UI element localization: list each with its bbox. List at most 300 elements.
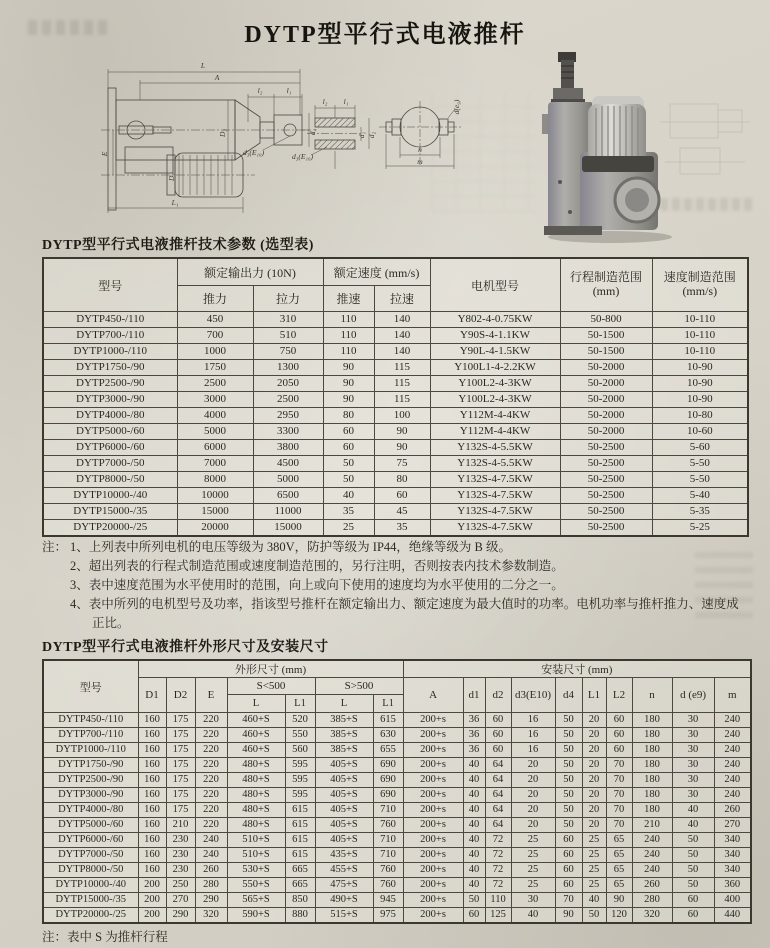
- value-cell: 100: [374, 408, 430, 424]
- value-cell: 70: [555, 893, 582, 908]
- table-row: [43, 818, 751, 833]
- note-item-2: 2、超出列表的行程式制造范围或速度制造范围的，另行注明，否则按表内技术参数制造。: [70, 559, 564, 573]
- value-cell: 25: [511, 863, 555, 878]
- value-cell: 10-110: [652, 312, 748, 328]
- value-cell: 50: [672, 833, 714, 848]
- value-cell: 90: [323, 360, 374, 376]
- value-cell: 10-80: [652, 408, 748, 424]
- value-cell: 72: [485, 833, 511, 848]
- dim-label-l1: l₁: [286, 86, 292, 95]
- model-cell: DYTP7000-/50: [43, 456, 177, 472]
- table-row: [43, 878, 751, 893]
- value-cell: 25: [582, 833, 606, 848]
- value-cell: 20: [582, 788, 606, 803]
- value-cell: 30: [672, 728, 714, 743]
- value-cell: 90: [323, 392, 374, 408]
- value-cell: 220: [195, 728, 227, 743]
- table-row: [43, 360, 748, 376]
- value-cell: 220: [195, 713, 227, 728]
- value-cell: 40: [323, 488, 374, 504]
- dimensions-table: [42, 659, 752, 924]
- value-cell: 260: [632, 878, 672, 893]
- t2-header-s-lt-500: S<500: [227, 678, 315, 695]
- value-cell: 2950: [253, 408, 323, 424]
- value-cell: 615: [373, 713, 403, 728]
- value-cell: 175: [166, 803, 195, 818]
- value-cell: 320: [195, 908, 227, 924]
- value-cell: 5-25: [652, 520, 748, 537]
- t2-header-d2: d2: [485, 678, 511, 713]
- t2-header-s-gt-500: S>500: [315, 678, 403, 695]
- value-cell: 50: [555, 788, 582, 803]
- value-cell: 200+s: [403, 728, 463, 743]
- model-cell: DYTP1000-/110: [43, 344, 177, 360]
- value-cell: Y112M-4-4KW: [430, 424, 560, 440]
- value-cell: 60: [463, 908, 485, 924]
- dim-label-l1: l₁: [343, 97, 349, 106]
- table-row: [43, 908, 751, 924]
- value-cell: 200+s: [403, 848, 463, 863]
- value-cell: Y90L-4-1.5KW: [430, 344, 560, 360]
- product-photo: [540, 52, 755, 250]
- model-cell: DYTP450-/110: [43, 312, 177, 328]
- value-cell: 480+S: [227, 788, 285, 803]
- value-cell: 240: [714, 788, 751, 803]
- technical-drawing: [95, 55, 470, 235]
- model-cell: DYTP1000-/110: [43, 743, 138, 758]
- value-cell: 45: [374, 504, 430, 520]
- value-cell: 40: [582, 893, 606, 908]
- value-cell: 665: [285, 863, 315, 878]
- value-cell: 25: [582, 878, 606, 893]
- value-cell: 90: [555, 908, 582, 924]
- value-cell: 60: [555, 848, 582, 863]
- value-cell: 230: [166, 833, 195, 848]
- model-cell: DYTP5000-/60: [43, 818, 138, 833]
- table-row: [43, 893, 751, 908]
- table-row: [43, 848, 751, 863]
- value-cell: 220: [195, 803, 227, 818]
- value-cell: 90: [606, 893, 632, 908]
- value-cell: 480+S: [227, 818, 285, 833]
- value-cell: 40: [463, 803, 485, 818]
- model-cell: DYTP3000-/90: [43, 392, 177, 408]
- value-cell: 200+s: [403, 833, 463, 848]
- value-cell: 975: [373, 908, 403, 924]
- value-cell: 50: [323, 456, 374, 472]
- model-cell: DYTP1750-/90: [43, 360, 177, 376]
- t2-header-d3E10: d3(E10): [511, 678, 555, 713]
- value-cell: 50-2500: [560, 456, 652, 472]
- value-cell: 50-2000: [560, 392, 652, 408]
- value-cell: 15000: [177, 504, 253, 520]
- table-row: [43, 833, 751, 848]
- value-cell: 64: [485, 803, 511, 818]
- section1-heading: DYTP型平行式电液推杆技术参数 (选型表): [42, 238, 314, 253]
- value-cell: 615: [285, 803, 315, 818]
- table-row: [43, 392, 748, 408]
- model-cell: DYTP4000-/80: [43, 408, 177, 424]
- value-cell: 340: [714, 833, 751, 848]
- value-cell: 5-40: [652, 488, 748, 504]
- value-cell: 160: [138, 863, 166, 878]
- value-cell: 405+S: [315, 833, 373, 848]
- value-cell: 595: [285, 758, 315, 773]
- value-cell: 50: [555, 728, 582, 743]
- value-cell: 50-1500: [560, 344, 652, 360]
- t2-header-L1-lt: L1: [285, 695, 315, 713]
- value-cell: 60: [606, 728, 632, 743]
- value-cell: 220: [195, 788, 227, 803]
- value-cell: 200: [138, 878, 166, 893]
- value-cell: 70: [606, 773, 632, 788]
- value-cell: 200+s: [403, 788, 463, 803]
- value-cell: 175: [166, 743, 195, 758]
- value-cell: 220: [195, 773, 227, 788]
- value-cell: 5-60: [652, 440, 748, 456]
- value-cell: 550+S: [227, 878, 285, 893]
- value-cell: Y132S-4-7.5KW: [430, 504, 560, 520]
- value-cell: 30: [672, 743, 714, 758]
- value-cell: 200: [138, 908, 166, 924]
- model-cell: DYTP10000-/40: [43, 878, 138, 893]
- t1-header-push-force: 推力: [177, 286, 253, 312]
- value-cell: 595: [285, 788, 315, 803]
- value-cell: 80: [323, 408, 374, 424]
- value-cell: 5-50: [652, 456, 748, 472]
- value-cell: 64: [485, 788, 511, 803]
- value-cell: 20: [582, 758, 606, 773]
- value-cell: 180: [632, 713, 672, 728]
- t2-header-L-gt: L: [315, 695, 373, 713]
- value-cell: 70: [606, 818, 632, 833]
- value-cell: 90: [323, 376, 374, 392]
- t2-header-D1: D1: [138, 678, 166, 713]
- value-cell: 6000: [177, 440, 253, 456]
- dim-label-D1: D₁: [167, 172, 176, 182]
- value-cell: 115: [374, 376, 430, 392]
- model-cell: DYTP1750-/90: [43, 758, 138, 773]
- value-cell: 40: [511, 908, 555, 924]
- value-cell: 35: [374, 520, 430, 537]
- value-cell: Y132S-4-7.5KW: [430, 472, 560, 488]
- value-cell: 1000: [177, 344, 253, 360]
- value-cell: 405+S: [315, 788, 373, 803]
- table-row: [43, 713, 751, 728]
- value-cell: 50-2500: [560, 440, 652, 456]
- value-cell: 200+s: [403, 713, 463, 728]
- value-cell: 50-2000: [560, 376, 652, 392]
- value-cell: 2500: [253, 392, 323, 408]
- value-cell: 230: [166, 863, 195, 878]
- value-cell: 30: [511, 893, 555, 908]
- value-cell: 750: [253, 344, 323, 360]
- value-cell: 72: [485, 848, 511, 863]
- value-cell: 615: [285, 818, 315, 833]
- value-cell: 490+S: [315, 893, 373, 908]
- value-cell: 64: [485, 758, 511, 773]
- value-cell: 520: [285, 713, 315, 728]
- value-cell: 30: [672, 773, 714, 788]
- value-cell: 1300: [253, 360, 323, 376]
- t1-header-speed-range: [652, 258, 748, 312]
- value-cell: 7000: [177, 456, 253, 472]
- value-cell: 160: [138, 773, 166, 788]
- value-cell: 60: [555, 833, 582, 848]
- value-cell: 65: [606, 878, 632, 893]
- value-cell: 11000: [253, 504, 323, 520]
- value-cell: 710: [373, 848, 403, 863]
- model-cell: DYTP450-/110: [43, 713, 138, 728]
- model-cell: DYTP20000-/25: [43, 908, 138, 924]
- table-row: [43, 758, 751, 773]
- t2-header-model: 型号: [43, 660, 138, 713]
- table-row: [43, 344, 748, 360]
- dim-label-A: A: [214, 73, 220, 82]
- value-cell: 440: [714, 908, 751, 924]
- value-cell: 6500: [253, 488, 323, 504]
- value-cell: 50: [555, 743, 582, 758]
- value-cell: 110: [485, 893, 511, 908]
- value-cell: 480+S: [227, 758, 285, 773]
- dim-label-E: E: [100, 151, 109, 157]
- value-cell: 16: [511, 743, 555, 758]
- value-cell: 115: [374, 392, 430, 408]
- value-cell: 50: [323, 472, 374, 488]
- value-cell: 210: [632, 818, 672, 833]
- value-cell: 50: [555, 803, 582, 818]
- value-cell: 460+S: [227, 743, 285, 758]
- value-cell: 20: [511, 803, 555, 818]
- value-cell: 60: [672, 893, 714, 908]
- value-cell: 60: [555, 863, 582, 878]
- value-cell: 60: [323, 440, 374, 456]
- value-cell: 510: [253, 328, 323, 344]
- value-cell: 20: [582, 818, 606, 833]
- value-cell: 180: [632, 743, 672, 758]
- value-cell: 180: [632, 728, 672, 743]
- value-cell: 240: [714, 728, 751, 743]
- table-row: [43, 440, 748, 456]
- value-cell: 50-2000: [560, 424, 652, 440]
- t2-header-E: E: [195, 678, 227, 713]
- table-row: [43, 520, 748, 537]
- dim-label-d3: d₃(E₁₀): [292, 152, 314, 161]
- value-cell: 3300: [253, 424, 323, 440]
- value-cell: 450: [177, 312, 253, 328]
- model-cell: DYTP8000-/50: [43, 863, 138, 878]
- value-cell: 665: [285, 878, 315, 893]
- t2-header-d1: d1: [463, 678, 485, 713]
- t1-body: [43, 312, 748, 537]
- value-cell: 110: [323, 328, 374, 344]
- value-cell: 8000: [177, 472, 253, 488]
- value-cell: 2500: [177, 376, 253, 392]
- value-cell: 710: [373, 803, 403, 818]
- t2-header-m: m: [714, 678, 751, 713]
- value-cell: 60: [672, 908, 714, 924]
- model-cell: DYTP3000-/90: [43, 788, 138, 803]
- value-cell: 405+S: [315, 803, 373, 818]
- value-cell: 50-1500: [560, 328, 652, 344]
- value-cell: 200+s: [403, 818, 463, 833]
- value-cell: 475+S: [315, 878, 373, 893]
- value-cell: 160: [138, 818, 166, 833]
- value-cell: 50: [555, 713, 582, 728]
- value-cell: 90: [374, 440, 430, 456]
- t2-header-L1-gt: L1: [373, 695, 403, 713]
- section-view-labels: [292, 97, 376, 161]
- value-cell: 40: [463, 833, 485, 848]
- value-cell: 160: [138, 803, 166, 818]
- value-cell: 710: [373, 833, 403, 848]
- value-cell: 160: [138, 728, 166, 743]
- value-cell: 200+s: [403, 743, 463, 758]
- value-cell: 290: [195, 893, 227, 908]
- value-cell: 15000: [253, 520, 323, 537]
- value-cell: 595: [285, 773, 315, 788]
- value-cell: 210: [166, 818, 195, 833]
- value-cell: 240: [195, 833, 227, 848]
- value-cell: 50: [582, 908, 606, 924]
- value-cell: 270: [166, 893, 195, 908]
- value-cell: 760: [373, 863, 403, 878]
- value-cell: 50-2000: [560, 408, 652, 424]
- value-cell: 220: [195, 818, 227, 833]
- value-cell: 60: [555, 878, 582, 893]
- value-cell: 50: [672, 848, 714, 863]
- value-cell: 260: [195, 863, 227, 878]
- value-cell: 5-35: [652, 504, 748, 520]
- value-cell: 160: [138, 758, 166, 773]
- value-cell: 310: [253, 312, 323, 328]
- value-cell: 40: [463, 848, 485, 863]
- value-cell: 16: [511, 713, 555, 728]
- value-cell: 40: [463, 788, 485, 803]
- value-cell: 4000: [177, 408, 253, 424]
- table-row: [43, 472, 748, 488]
- table-row: [43, 408, 748, 424]
- value-cell: 175: [166, 758, 195, 773]
- dim-label-l2: l₂: [257, 86, 263, 95]
- value-cell: 2050: [253, 376, 323, 392]
- value-cell: 30: [672, 788, 714, 803]
- value-cell: 60: [606, 713, 632, 728]
- value-cell: 120: [606, 908, 632, 924]
- value-cell: 3000: [177, 392, 253, 408]
- value-cell: 385+S: [315, 743, 373, 758]
- value-cell: 240: [632, 848, 672, 863]
- dim-label-L1: L₁: [171, 198, 179, 207]
- note-item-4: 4、表中所列的电机型号及功率，指该型号推杆在额定输出力、额定速度为最大值时的功率。电机功率与推杆推力、速度成正比。: [70, 597, 739, 630]
- value-cell: 140: [374, 344, 430, 360]
- value-cell: 10-90: [652, 376, 748, 392]
- value-cell: 880: [285, 908, 315, 924]
- value-cell: 115: [374, 360, 430, 376]
- value-cell: 25: [582, 863, 606, 878]
- value-cell: 20: [582, 803, 606, 818]
- table-row: [43, 743, 751, 758]
- value-cell: 75: [374, 456, 430, 472]
- value-cell: 160: [138, 713, 166, 728]
- dim-label-n: n: [418, 145, 422, 154]
- value-cell: 460+S: [227, 713, 285, 728]
- value-cell: 240: [714, 758, 751, 773]
- page-title: DYTP型平行式电液推杆: [244, 22, 526, 48]
- value-cell: 690: [373, 773, 403, 788]
- value-cell: 175: [166, 773, 195, 788]
- t2-header-d4: d4: [555, 678, 582, 713]
- value-cell: 385+S: [315, 713, 373, 728]
- value-cell: 480+S: [227, 803, 285, 818]
- t1-header-pull-speed: 拉速: [374, 286, 430, 312]
- value-cell: 230: [166, 848, 195, 863]
- notes-items: [70, 538, 744, 633]
- value-cell: 20: [511, 773, 555, 788]
- value-cell: 40: [463, 773, 485, 788]
- value-cell: 65: [606, 848, 632, 863]
- t1-header-stroke-range: [560, 258, 652, 312]
- model-cell: DYTP7000-/50: [43, 848, 138, 863]
- t1-header-pull-force: 拉力: [253, 286, 323, 312]
- t1-header-push-speed: 推速: [323, 286, 374, 312]
- value-cell: 200: [138, 893, 166, 908]
- t2-header-L1: L1: [582, 678, 606, 713]
- value-cell: 220: [195, 758, 227, 773]
- value-cell: Y132S-4-7.5KW: [430, 520, 560, 537]
- value-cell: 70: [606, 803, 632, 818]
- value-cell: 455+S: [315, 863, 373, 878]
- table-row: [43, 863, 751, 878]
- notes-block: [42, 538, 744, 633]
- value-cell: 40: [463, 878, 485, 893]
- table-row: [43, 424, 748, 440]
- value-cell: 25: [511, 878, 555, 893]
- value-cell: 36: [463, 713, 485, 728]
- t1-header-motor: 电机型号: [430, 258, 560, 312]
- model-cell: DYTP700-/110: [43, 728, 138, 743]
- value-cell: 340: [714, 863, 751, 878]
- dim-label-d1: d₁: [357, 131, 366, 139]
- value-cell: 200+s: [403, 908, 463, 924]
- value-cell: 90: [374, 424, 430, 440]
- value-cell: 180: [632, 788, 672, 803]
- value-cell: 20: [582, 743, 606, 758]
- value-cell: 50-2500: [560, 472, 652, 488]
- value-cell: 25: [582, 848, 606, 863]
- value-cell: 655: [373, 743, 403, 758]
- value-cell: 140: [374, 328, 430, 344]
- value-cell: 60: [485, 713, 511, 728]
- value-cell: 20: [511, 758, 555, 773]
- value-cell: 20: [582, 713, 606, 728]
- value-cell: 160: [138, 788, 166, 803]
- value-cell: 50-2500: [560, 504, 652, 520]
- value-cell: 280: [195, 878, 227, 893]
- value-cell: 615: [285, 848, 315, 863]
- value-cell: 690: [373, 758, 403, 773]
- bleedthrough-lines: [660, 104, 750, 174]
- value-cell: 340: [714, 848, 751, 863]
- value-cell: 60: [323, 424, 374, 440]
- value-cell: 50: [555, 758, 582, 773]
- model-cell: DYTP5000-/60: [43, 424, 177, 440]
- value-cell: 60: [374, 488, 430, 504]
- model-cell: DYTP2500-/90: [43, 773, 138, 788]
- model-cell: DYTP10000-/40: [43, 488, 177, 504]
- value-cell: 25: [511, 848, 555, 863]
- value-cell: Y132S-4-5.5KW: [430, 440, 560, 456]
